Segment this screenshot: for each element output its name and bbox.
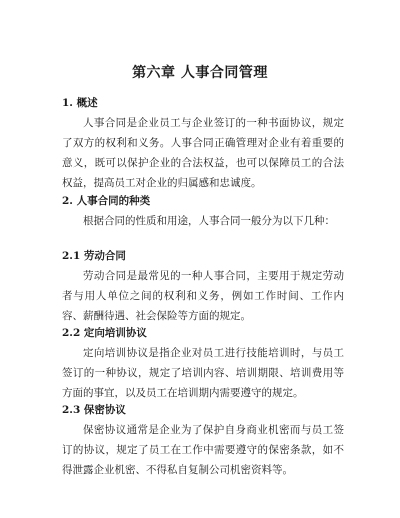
section-paragraph-overview: 人事合同是企业员工与企业签订的一种书面协议，规定了双方的权利和义务。人事合同正确管理对企业有着重要的意义，既可以保护企业的合法权益，也可以保障员工的合法权益，提高员工对企业的归属感和忠诚度。	[62, 117, 344, 189]
section-heading-contract-types: 2. 人事合同的种类	[62, 195, 151, 207]
section-paragraph-confidentiality-agreement: 保密协议通常是企业为了保护自身商业机密而与员工签订的协议，规定了员工在工作中需要遵守的保密条款，如不得泄露企业机密、不得私自复制公司机密资料等。	[62, 424, 344, 476]
section-heading-confidentiality-agreement: 2.3 保密协议	[62, 404, 126, 416]
section-paragraph-training-agreement: 定向培训协议是指企业对员工进行技能培训时，与员工签订的一种协议，规定了培训内容、培训期限、培训费用等方面的事宜，以及员工在培训期内需要遵守的规定。	[62, 347, 344, 399]
section-paragraph-contract-types: 根据合同的性质和用途，人事合同一般分为以下几种：	[83, 215, 335, 227]
section-paragraph-labor-contract: 劳动合同是最常见的一种人事合同，主要用于规定劳动者与用人单位之间的权利和义务，例如工作时间、工作内容、薪酬待遇、社会保险等方面的规定。	[62, 270, 344, 322]
section-heading-overview: 1. 概述	[62, 97, 98, 109]
page-title: 第六章 人事合同管理	[132, 65, 268, 81]
section-heading-labor-contract: 2.1 劳动合同	[62, 250, 126, 262]
section-heading-training-agreement: 2.2 定向培训协议	[62, 327, 147, 339]
